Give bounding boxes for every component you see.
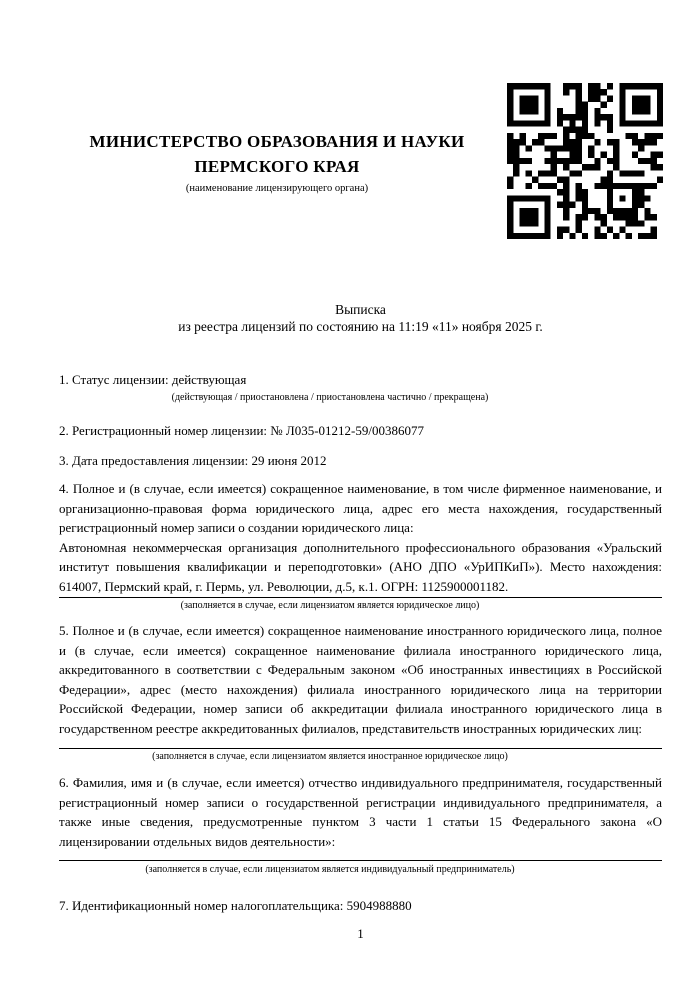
registration-number-text: 2. Регистрационный номер лицензии: № Л035-01212-59/00386077 bbox=[59, 423, 425, 438]
ministry-title-block bbox=[59, 129, 495, 195]
foreign-entity-label: 5. Полное и (в случае, если имеется) сокращенное наименование иностранного юридического лица, полное и (в случае, если имеется) сокращенное наименование филиала иностранного юридического лица, аккредитованного в соответствии с Федеральным законом «Об иностранных инвестициях в Российской Федерации», адрес (место нахождения) филиала иностранного юридического лица на территории Российской Федерации, номер записи об аккредитации филиала иностранного юридического лица в государственном реестре аккредитованных филиалов, представительств иностранных юридических лиц: bbox=[59, 623, 662, 736]
item-grant-date bbox=[59, 451, 662, 471]
grant-date-text: 3. Дата предоставления лицензии: 29 июня 2012 bbox=[59, 453, 327, 468]
qr-code-icon bbox=[507, 83, 663, 239]
item-license-status bbox=[59, 370, 662, 404]
entrepreneur-underline bbox=[59, 860, 662, 861]
document-subtitle: из реестра лицензий по состоянию на 11:19 «11» ноября 2025 г. bbox=[178, 318, 543, 334]
taxpayer-id-text: 7. Идентификационный номер налогоплательщика: 5904988880 bbox=[59, 898, 412, 913]
item-foreign-entity bbox=[59, 621, 662, 763]
legal-entity-value: Автономная некоммерческая организация дополнительного профессионального образования «Уральский институт повышения квалификации и переподготовки» (АНО ДПО «УрИПКиП»). Место нахождения: 614007, Пермский край, г. Пермь, ул. Революции, д.5, к.1. ОГРН: 1125900001182. bbox=[59, 539, 662, 594]
item-entrepreneur bbox=[59, 773, 662, 877]
item-taxpayer-id bbox=[59, 896, 662, 916]
legal-entity-underline bbox=[59, 597, 662, 598]
ministry-name-line1: МИНИСТЕРСТВО ОБРАЗОВАНИЯ И НАУКИ bbox=[89, 132, 465, 151]
entrepreneur-caption: (заполняется в случае, если лицензиатом является индивидуальный предприниматель) bbox=[145, 864, 515, 876]
foreign-entity-underline bbox=[59, 748, 662, 749]
item-registration-number bbox=[59, 421, 662, 441]
ministry-name-line2: ПЕРМСКОГО КРАЯ bbox=[194, 157, 360, 176]
license-status-options-caption: (действующая / приостановлена / приостановлена частично / прекращена) bbox=[171, 391, 489, 403]
license-status-text: 1. Статус лицензии: действующая bbox=[59, 372, 247, 387]
document-title: Выписка bbox=[335, 302, 386, 317]
document-title-block bbox=[59, 302, 662, 335]
entrepreneur-label: 6. Фамилия, имя и (в случае, если имеется) отчество индивидуального предпринимателя, государственный регистрационный номер записи о государственной регистрации индивидуального предпринимателя, а также иные сведения, предусмотренные пунктом 3 части 1 статьи 15 Федерального закона «О лицензировании отдельных видов деятельности»: bbox=[59, 775, 662, 849]
page-number: 1 bbox=[357, 926, 364, 941]
licensing-authority-caption: (наименование лицензирующего органа) bbox=[185, 183, 369, 194]
foreign-entity-caption: (заполняется в случае, если лицензиатом является иностранное юридическое лицо) bbox=[152, 750, 508, 762]
legal-entity-caption: (заполняется в случае, если лицензиатом является юридическое лицо) bbox=[180, 599, 480, 611]
legal-entity-label: 4. Полное и (в случае, если имеется) сокращенное наименование, в том числе фирменное наименование, и организационно-правовая форма юридического лица, адрес его места нахождения, государственный регистрационный номер записи о создании юридического лица: bbox=[59, 481, 662, 536]
item-legal-entity bbox=[59, 479, 662, 612]
